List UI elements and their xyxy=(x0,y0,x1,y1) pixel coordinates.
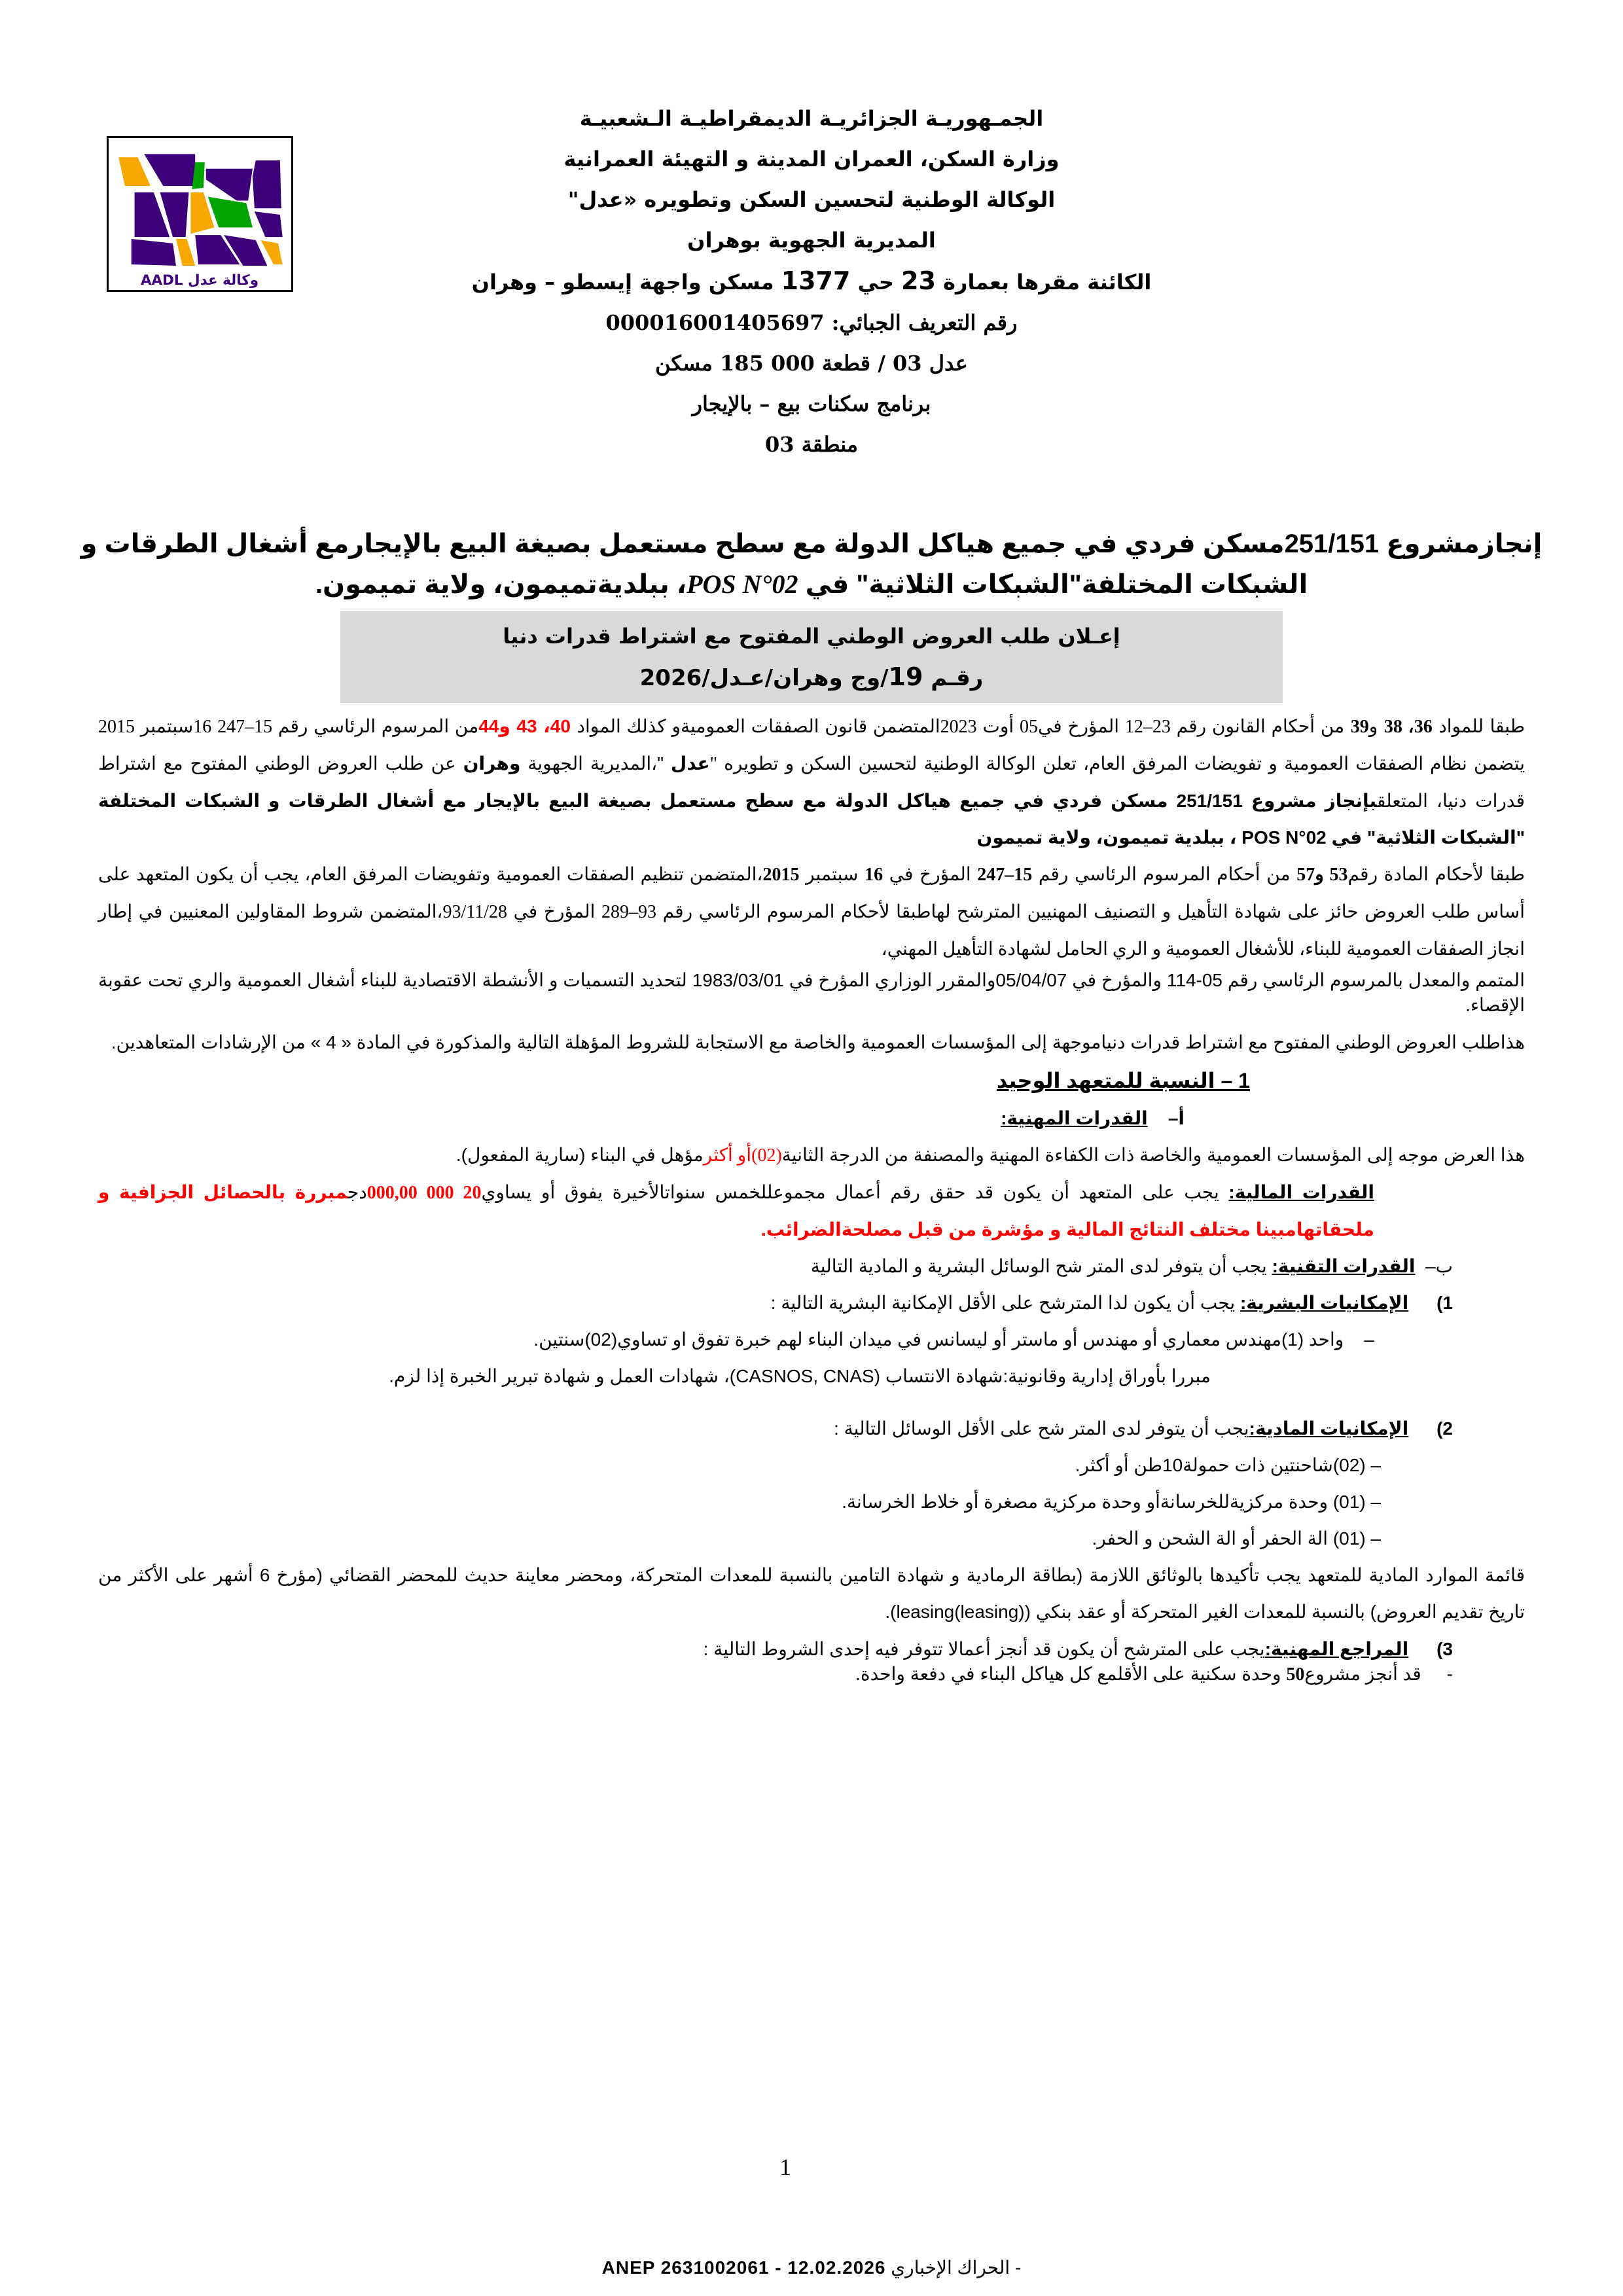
address-part: مسكن واجهة إيسطو – وهران xyxy=(471,270,774,295)
human-resources-proof: مبررا بأوراق إدارية وقانونية:شهادة الانتساب (CASNOS, CNAS)، شهادات العمل و شهادة تبرير الخبرة إذا لزم. xyxy=(389,1366,1211,1386)
text: من أحكام القانون رقم 23–12 المؤرخ في05 أوت 2023المتضمن قانون الصفقات العموميةو كذلك المواد xyxy=(577,717,1345,737)
material-item: – (01) الة الحفر أو الة الشحن و الحفر. xyxy=(1092,1528,1381,1549)
list-marker: 1) xyxy=(1436,1293,1453,1313)
financial-capacity-title: القدرات المالية: xyxy=(1228,1182,1375,1202)
document-body xyxy=(79,708,1544,1687)
text: طبقا لأحكام المادة رقم xyxy=(1347,864,1525,884)
units-count: 50 xyxy=(1286,1664,1305,1685)
text: طبقا للمواد xyxy=(1438,716,1525,736)
qualification-paragraph xyxy=(98,856,1525,968)
text: يجب على المترشح أن يكون قد أنجز أعمالا تتوفر فيه إحدى الشروط التالية : xyxy=(703,1639,1265,1659)
material-resources-title: الإمكانيات المادية: xyxy=(1249,1418,1409,1439)
grade-requirement: (02)أو أكثر xyxy=(703,1145,782,1166)
aadl-logo-graphic xyxy=(109,138,291,290)
material-resources xyxy=(98,1410,1525,1447)
financial-capacity xyxy=(98,1174,1525,1248)
anep-reference: ANEP 2631002061 - 12.02.2026 xyxy=(601,2257,886,2278)
main-flow xyxy=(79,524,1544,1687)
text: سبتمبر xyxy=(806,864,859,884)
logo-block xyxy=(118,157,151,186)
text: يجب على المتعهد أن يكون قد حقق رقم أعمال مجموعللخمس سنواتالأخيرة يفوق أو يساوي xyxy=(481,1182,1229,1202)
articles-ref: 53 و57 xyxy=(1296,865,1348,885)
project-description: بإنجاز مشروع 251/151 مسكن فردي في جميع هياكل الدولة مع سطح مستعمل بصيغة البيع بالإيجار مع أشغال الطرقات و الشبكات المختلفة "الشبكات الثلاثية" في POS N°02 ، ببلدية تميمون، ولاية تميمون xyxy=(98,791,1525,848)
dash-bullet: – xyxy=(1344,1329,1374,1350)
material-item: – (01) وحدة مركزيةللخرسانةأو وحدة مركزية مصغرة أو خلاط الخرسانة. xyxy=(842,1492,1381,1512)
logo-block xyxy=(144,154,195,186)
logo-caption: وكالة عدل AADL xyxy=(140,272,259,289)
amendment-paragraph: المتمم والمعدل بالمرسوم الرئاسي رقم 05-114 والمؤرخ في 05/04/07والمقرر الوزاري المؤرخ في 1983/03/01 لتحديد التسميات و الأنشطة الاقتصادية للبناء أشغال العمومية والري تحت عقوبة الإقصاء. xyxy=(98,970,1525,1015)
text: "،المديرية الجهوية xyxy=(527,753,671,774)
text: من المرسوم الرئاسي رقم 15–247 16سبتمبر 2015 يتضمن نظام الصفقات العمومية و تفويضات المرفق العام، تعلن الوكالة الوطنية لتحسين السكن و تطويره " xyxy=(98,717,1525,774)
professional-capacity-text xyxy=(98,1137,1525,1174)
currency: دج xyxy=(348,1182,367,1202)
text: يجب أن يكون لدا المترشح على الأقل الإمكانية البشرية التالية : xyxy=(770,1293,1240,1313)
publisher-source: - الحراك الإخباري xyxy=(891,2257,1022,2278)
announcement-box xyxy=(340,611,1283,703)
text: المؤرخ في xyxy=(889,864,971,884)
text: ،المتضمن تنظيم الصفقات العمومية وتفويضات المرفق العام، يجب أن يكون المتعهد على أساس طلب العروض حائز على شهادة التأهيل و التصنيف المهنيين المترشح لهاطبقا لأحكام المرسوم الرئاسي رقم 93–289 المؤرخ في 93/11/28،المتضمن شروط المقاولين المعنيين في إطار انجاز الصفقات العمومية للبناء، للأشغال العمومية و الري الحامل لشهادة التأهيل المهني، xyxy=(98,865,1525,960)
professional-capacity-heading xyxy=(98,1100,1525,1137)
human-resources-item xyxy=(98,1321,1525,1358)
material-proof-note: قائمة الموارد المادية للمتعهد يجب تأكيدها بالوثائق اللازمة (بطاقة الرمادية و شهادة التامين بالنسبة للمعدات المتحركة، ومحضر معاينة حديث للمحضر القضائي (مؤرخ 6 أشهر على الأكثر من تاريخ تقديم العروض) بالنسبة للمعدات الغير المتحركة أو عقد بنكي ((leasing)leasing). xyxy=(98,1565,1525,1622)
technical-capacity-title: القدرات التقنية: xyxy=(1272,1256,1416,1276)
number-suffix: /وج وهران/عـدل/2026 xyxy=(639,665,889,691)
adl-name: عدل xyxy=(671,753,710,774)
date-day: 16 xyxy=(865,865,883,885)
address-part: الكائنة مقرها بعمارة xyxy=(943,270,1152,295)
number-prefix: رقـم xyxy=(931,665,984,691)
decree-ref: 15–247 xyxy=(977,865,1033,885)
agency-name: الوكالة الوطنية لتحسين السكن وتطويره «عدل" xyxy=(567,187,1056,212)
text: مؤهل في البناء (سارية المفعول). xyxy=(455,1145,704,1165)
address-part: حي xyxy=(857,270,894,295)
list-marker: 3) xyxy=(1436,1639,1453,1659)
project-title-line2 xyxy=(79,564,1544,605)
legal-basis-paragraph xyxy=(98,708,1525,856)
zone: منطقة 03 xyxy=(764,432,859,457)
scope-paragraph: هذاطلب العروض الوطني المفتوح مع اشتراط قدرات دنياموجهة إلى المؤسسات العمومية والخاصة مع الاستجابة للشروط المؤهلة التالية والمذكورة في المادة « 4 » من الإرشادات المتعاهدين. xyxy=(111,1032,1525,1052)
financial-justification: مبررة بالحصائل الجزافية و ملحقاتهامبينا مختلف النتائج المالية و مؤشرة من قبل مصلحةالضرائب. xyxy=(98,1182,1374,1240)
page-number: 1 xyxy=(779,2154,791,2180)
project-title-text: الشبكات المختلفة"الشبكات الثلاثية" في xyxy=(805,570,1308,599)
letterhead xyxy=(366,98,1257,465)
announcement-number xyxy=(340,658,1283,696)
address-line xyxy=(366,260,1257,302)
logo-block xyxy=(132,239,176,266)
program-type: برنامج سكنات بيع – بالإيجار xyxy=(692,391,931,416)
oran-name: وهران xyxy=(463,753,521,774)
articles-ref: 36، 38 xyxy=(1383,717,1433,737)
project-title-line1: إنجازمشروع 251/151مسكن فردي في جميع هياكل الدولة مع سطح مستعمل بصيغة البيع بالإيجارمع أشغال الطرقات و xyxy=(80,529,1543,558)
text: عن طلب العروض الوطني المفتوح مع اشتراط قدرات دنيا، المتعلق xyxy=(98,753,1525,811)
list-marker: أ– xyxy=(1168,1108,1185,1128)
project-title xyxy=(79,524,1544,605)
text: قد أنجز مشروع xyxy=(1304,1664,1421,1684)
logo-block xyxy=(208,197,253,228)
professional-capacity-title: القدرات المهنية: xyxy=(1001,1108,1148,1128)
material-item: – (02)شاحنتين ذات حمولة10طن أو أكثر. xyxy=(1075,1455,1381,1475)
turnover-amount: 20 000 000,00 xyxy=(366,1183,482,1203)
dash-bullet: - xyxy=(1421,1664,1453,1684)
publication-footer xyxy=(484,2257,1139,2278)
logo-block xyxy=(176,239,195,266)
text: يجب أن يتوفر لدى المتر شح الوسائل البشرية و المادية التالية xyxy=(810,1256,1272,1276)
human-resources xyxy=(98,1285,1525,1321)
text: هذا العرض موجه إلى المؤسسات العمومية والخاصة ذات الكفاءة المهنية والمصنفة من الدرجة الثانية xyxy=(781,1145,1525,1165)
aadl-logo xyxy=(107,136,293,292)
pos-reference: POS N°02 xyxy=(687,569,798,599)
tax-id: رقم التعريف الجبائي: 000016001405697 xyxy=(605,310,1018,335)
list-marker: 2) xyxy=(1436,1418,1453,1439)
engineer-requirement: واحد (1)مهندس معماري أو مهندس أو ماستر أو ليسانس في ميدان البناء لهم خبرة تفوق او تساوي(02)سنتين. xyxy=(533,1329,1344,1350)
regional-directorate: المديرية الجهوية بوهران xyxy=(687,228,936,253)
program-lot: عدل 03 / قطعة 000 185 مسكن xyxy=(655,351,968,376)
announcement-title: إعـلان طلب العروض الوطني المفتوح مع اشتراط قدرات دنيا xyxy=(503,624,1120,649)
date-year: 2015 xyxy=(762,865,800,885)
highlighted-articles: 40، 43 و44 xyxy=(478,716,571,736)
republic-name: الجمـهوريـة الجزائريـة الديمقراطيـة الـشعبيـة xyxy=(579,106,1044,131)
text: و xyxy=(1368,716,1378,736)
text: وحدة سكنية على الأقلمع كل هياكل البناء في دفعة واحدة. xyxy=(855,1664,1287,1684)
human-resources-title: الإمكانيات البشرية: xyxy=(1240,1293,1409,1313)
articles-ref: 39 xyxy=(1350,717,1369,737)
professional-references-title: المراجع المهنية: xyxy=(1264,1639,1409,1659)
text: يجب أن يتوفر لدى المتر شح على الأقل الوسائل التالية : xyxy=(834,1418,1249,1439)
technical-capacity xyxy=(98,1248,1525,1285)
building-number: 23 xyxy=(901,266,936,295)
ministry-name: وزارة السكن، العمران المدينة و التهيئة العمرانية xyxy=(563,147,1060,171)
project-title-text: ، ببلديةتميمون، ولاية تميمون. xyxy=(315,570,687,599)
district-number: 1377 xyxy=(781,266,851,295)
logo-block xyxy=(206,169,253,201)
text: من أحكام المرسوم الرئاسي رقم xyxy=(1038,864,1291,884)
number-value: 19 xyxy=(888,662,923,691)
professional-references xyxy=(98,1637,1525,1662)
section-single-bidder-title: 1 – النسبة للمتعهد الوحيد xyxy=(996,1069,1250,1092)
logo-block xyxy=(253,160,281,208)
logo-block xyxy=(255,211,283,237)
list-marker: ب– xyxy=(1425,1256,1453,1276)
references-item xyxy=(98,1662,1525,1687)
